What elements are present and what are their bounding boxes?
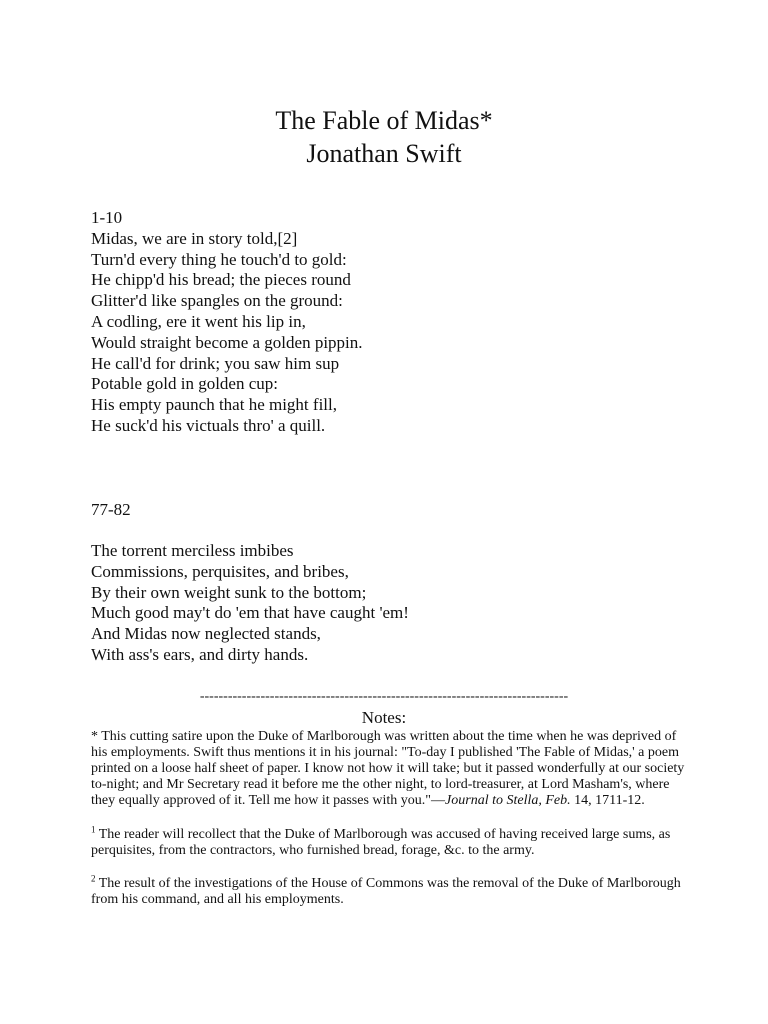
poem-line: With ass's ears, and dirty hands.: [91, 644, 309, 664]
poem-line: Glitter'd like spangles on the ground:: [91, 291, 343, 311]
poem-line: A codling, ere it went his lip in,: [91, 311, 306, 331]
poem-line: He suck'd his victuals thro' a quill.: [91, 415, 326, 435]
poem-line: Commissions, perquisites, and bribes,: [91, 561, 349, 581]
stanza-1: [91, 208, 691, 437]
poem-line: He chipp'd his bread; the pieces round: [91, 270, 351, 290]
stanza-label: 1-10: [91, 208, 123, 227]
poem-title: The Fable of Midas*: [275, 106, 493, 135]
poem-line: He call'd for drink; you saw him sup: [91, 353, 340, 373]
poem-author: Jonathan Swift: [306, 139, 462, 168]
poem-line: Turn'd every thing he touch'd to gold:: [91, 249, 347, 269]
notes-heading: Notes:: [361, 708, 407, 727]
citation: Journal to Stella, Feb.: [445, 793, 571, 808]
notes-separator: -------------------------------------------------------------------------------: [199, 689, 569, 704]
poem-line: Much good may't do 'em that have caught 'em!: [91, 603, 409, 623]
poem-line: The torrent merciless imbibes: [91, 541, 294, 560]
stanza-label: 77-82: [91, 500, 131, 519]
footnote-text: The reader will recollect that the Duke of Marlborough was accused of having received large sums, as perquisites, from the contractors, who furnished bread, forage, &c. to the army.: [91, 827, 671, 858]
poem-line: Midas, we are in story told,[2]: [91, 228, 298, 248]
title-block: [0, 104, 768, 170]
footnote-marker: 2: [91, 873, 96, 884]
citation-date: 14, 1711-12.: [570, 793, 645, 808]
poem-line: By their own weight sunk to the bottom;: [91, 582, 367, 602]
footnote-1: [91, 824, 686, 859]
footnote-text: The result of the investigations of the House of Commons was the removal of the Duke of Marlborough from his command, and all his employments.: [91, 876, 681, 907]
footnote-marker: 1: [91, 824, 96, 835]
footnote-2: [91, 873, 686, 908]
poem-line: And Midas now neglected stands,: [91, 624, 321, 644]
poem-line: Would straight become a golden pippin.: [91, 332, 363, 352]
poem-line: Potable gold in golden cup:: [91, 374, 278, 394]
stanza-2: [91, 541, 691, 666]
poem-line: His empty paunch that he might fill,: [91, 395, 337, 415]
footnote-text: * This cutting satire upon the Duke of Marlborough was written about the time when he was deprived of his employments. Swift thus mentions it in his journal: "To-day I published 'The Fable of Midas,' a poem printed on a loose half sheet of paper. I know not how it will take; but it passed wonderfully at our society to-night; and Mr Secretary read it before me the other night, to lord-treasurer, at Lord Masham's, where they equally approved of it. Tell me how it passes with you."—: [91, 729, 685, 808]
footnote-star: [91, 729, 686, 809]
